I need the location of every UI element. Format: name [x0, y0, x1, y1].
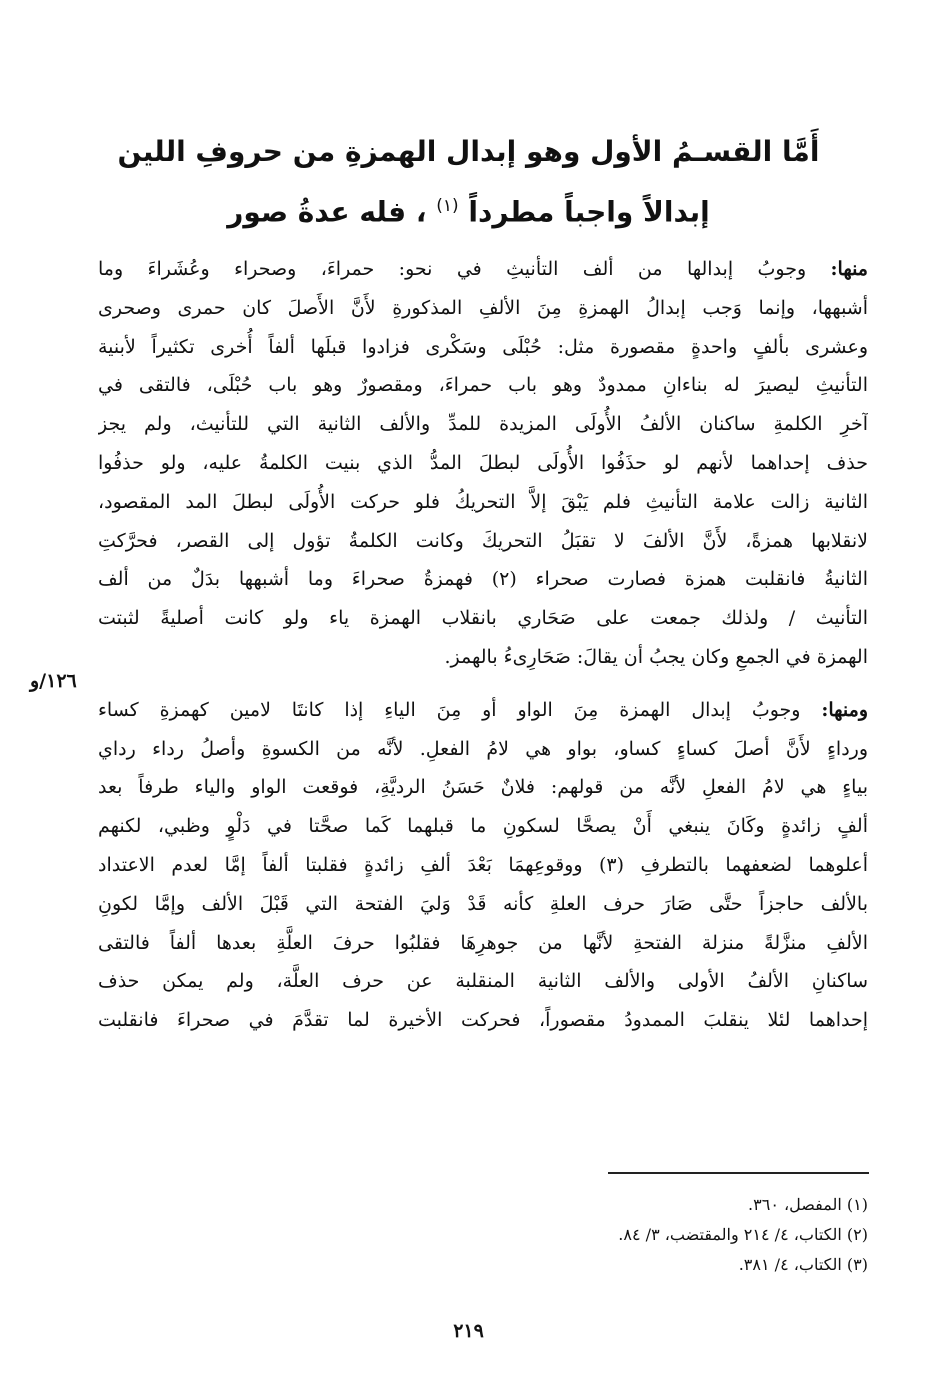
heading-line-2	[80, 179, 857, 239]
footnotes	[98, 1190, 868, 1280]
paragraph-line: آخرِ الكلمةِ ساكنان الألفُ الأُولَى المزيدة للمدِّ والألف الثانية التي للتأنيث، ولم يجز	[98, 413, 868, 436]
paragraph-1	[98, 250, 868, 677]
footnote-separator	[608, 1172, 869, 1174]
paragraph-line: ورداءٍ لأَنَّ أصلَ كساءٍ كساو، بواو هي لامُ الفعلِ. لأنَّه من الكسوةِ وأصلُ رداء رداي	[98, 737, 868, 760]
paragraph-line: الثانيةُ فانقلبت همزة فصارت صحراء (٢) فهمزةُ صحراءَ وما أشبهها بدَلٌ من ألف	[98, 568, 868, 591]
line-text: وجوبُ إبدال الهمزة مِنَ الواو أو مِنَ الياءِ إذا كانتَا لامين كهمزةِ كساء	[98, 698, 801, 721]
paragraph-line: ألفٍ زائدةٍ وكَانَ ينبغي أَنْ يصحَّا لسكونِ ما قبلهما كَما صحَّتا في دَلْوٍ وظبي، لكنهم	[98, 815, 868, 838]
paragraph-line: الهمزة في الجمعِ وكان يجبُ أن يقالَ: صَحَارِىءُ بالهمز.	[444, 645, 868, 668]
paragraph-line: لانقلابها همزةً، لأَنَّ الألفَ لا تقبَلُ التحريكَ وكانت الكلمةُ تؤول إلى القصر، فحرَّكتِ	[98, 529, 868, 552]
paragraph-line: وعشرى بألفٍ واحدةٍ مقصورة مثل: حُبْلَى وسَكْرى فزادوا قبلَها ألفاً أُخرى تكثيراً لأبنية	[98, 335, 868, 358]
section-heading	[80, 125, 857, 239]
paragraph-lead: ومنها:	[821, 698, 868, 721]
paragraph-line: الألفِ منزَّلةً منزلة الفتحةِ لأنَّها من جوهرِهَا فقلبُوا حرفَ العلَّةِ بعدها ألفاً فالتقى	[98, 931, 868, 954]
paragraph-line	[98, 250, 868, 289]
paragraph-2	[98, 691, 868, 1040]
paragraph-gap	[98, 677, 868, 691]
paragraph-line: ساكنانِ الألفُ الأولى والألف الثانية المنقلبة عن حرف العلَّة، ولم يمكن حذف	[98, 970, 868, 993]
heading-line-1: أَمَّا القسـمُ الأول وهو إبدال الهمزةِ من حروفِ اللين	[117, 135, 820, 168]
paragraph-line: التأنيث / ولذلك جمعت على صَحَاري بانقلاب الهمزة ياء ولو كانت أصليةً لثبتت	[98, 607, 868, 630]
paragraph-line	[98, 691, 868, 730]
paragraph-line: بالألف حاجزاً حتَّى صَارَ حرف العلةِ كأنه قَدْ وَليَ الفتحة التي قَبْلَ الألف وإمَّا لكونِ	[98, 892, 868, 915]
paragraph-line: أشبهها، وإنما وَجب إبدالُ الهمزةِ مِنَ الألفِ المذكورةِ لأَنَّ الأَصلَ كان حمرى وصحرى	[98, 296, 868, 319]
footnote-ref-1: (١)	[436, 196, 459, 216]
footnote-item: (٢) الكتاب، ٤/ ٢١٤ والمقتضب، ٣/ ٨٤.	[618, 1225, 868, 1244]
footnote-item: (١) المفصل، ٣٦٠.	[748, 1195, 868, 1214]
paragraph-line: التأنيثِ ليصيرَ له بناءانِ ممدودٌ وهو باب حمراءَ، ومقصورٌ وهو باب حُبْلَى، فالتقى في	[98, 374, 868, 397]
paragraph-line: بياءٍ هي لامُ الفعلِ لأنَّه من قولهم: فلانٌ حَسَنُ الرديَّةِ، فوقعت الواو والياء طرفاً بعد	[98, 776, 868, 799]
paragraph-line: حذف إحداهما لأنهم لو حذَفُوا الأُولَى لبطلَ المدُّ الذي بنيت الكلمةُ عليه، ولو حذفُوا	[98, 451, 868, 474]
heading-line-2-start: إبدالاً واجباً مطرداً	[468, 195, 710, 229]
heading-line-2-end: ، فله عدةُ صور	[227, 195, 427, 229]
paragraph-line: إحداهما لئلا ينقلبَ الممدودُ مقصوراً، فحركت الأخيرة لما تقدَّمَ في صحراءَ فانقلبت	[98, 1009, 868, 1032]
page-number: ٢١٩	[453, 1320, 484, 1342]
paragraph-line: أعلوهما لضعفهما بالتطرفِ (٣) ووقوعِهمَا بَعْدَ ألفِ زائدةٍ فقلبتا ألفاً إمَّا لعدم الاعتداد	[98, 853, 868, 876]
line-text: وجوبُ إبدالها من ألف التأنيثِ في نحو: حمراءَ، وصحراء وعُشَراءَ وما	[98, 258, 807, 280]
manuscript-folio-marker: ١٢٦/و	[30, 670, 77, 692]
paragraph-lead: منها:	[830, 258, 868, 280]
body-text	[98, 250, 868, 1040]
footnote-item: (٣) الكتاب، ٤/ ٣٨١.	[738, 1255, 868, 1274]
paragraph-line: الثانية زالت علامة التأنيثِ فلم يَبْقَ إلاَّ التحريكُ فلو حركت الأُولَى لبطلَ المد المقصود،	[98, 490, 868, 513]
